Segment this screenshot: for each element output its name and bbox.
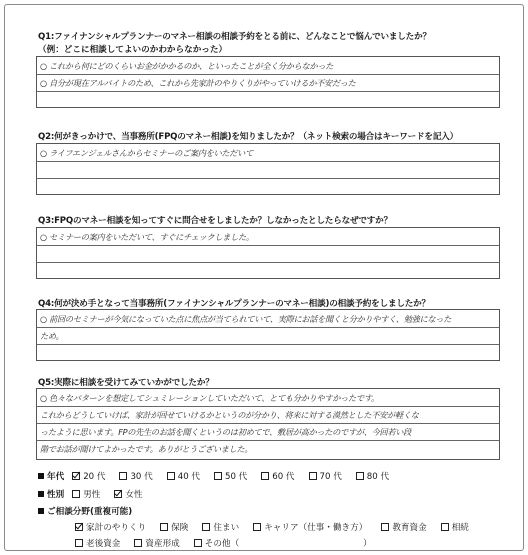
checkbox-icon[interactable] (160, 523, 168, 531)
checkbox-option[interactable] (160, 521, 188, 533)
q3-answer-box (36, 227, 500, 279)
checkbox-label: 30 代 (130, 472, 153, 482)
checkbox-icon[interactable] (167, 472, 175, 480)
checkbox-checked-icon[interactable] (75, 523, 83, 531)
checkbox-option[interactable] (134, 537, 179, 549)
checkbox-label: 男性 (83, 490, 101, 500)
checkbox-checked-icon[interactable] (72, 472, 80, 480)
checkbox-icon[interactable] (441, 523, 449, 531)
checkbox-icon[interactable] (253, 523, 261, 531)
q5-answer-line: ○ 色々なパターンを想定してシュミレーションしていただいて、とても分かりやすかったです。 (40, 393, 379, 403)
checkbox-label: その他（ (204, 539, 240, 549)
checkbox-option[interactable] (75, 521, 146, 533)
checkbox-option[interactable] (72, 470, 105, 482)
q1-title: Q1:ファイナンシャルプランナーのマネー相談の相談予約をとる前に、どんなことで悩んでいましたか？ (38, 32, 431, 42)
checkbox-label: 教育資金 (392, 523, 427, 533)
checkbox-icon[interactable] (309, 472, 317, 480)
checkbox-label: 60 代 (272, 472, 295, 482)
q4-answer-box (36, 309, 500, 361)
q2-answer-line: ○ ライフエンジェルさんからセミナーのご案内をいただいて (40, 148, 253, 158)
checkbox-icon[interactable] (214, 472, 222, 480)
checkbox-icon[interactable] (134, 539, 142, 547)
checkbox-option[interactable] (202, 521, 239, 533)
checkbox-option[interactable] (214, 470, 247, 482)
checkbox-icon[interactable] (75, 539, 83, 547)
checkbox-option[interactable] (194, 537, 239, 549)
checkbox-label: 女性 (125, 490, 143, 500)
q5-title: Q5:実際に相談を受けてみていかがでしたか？ (38, 378, 214, 388)
q1-example: （例：どこに相談してよいのかわからなかった） (38, 45, 228, 55)
checkbox-option[interactable] (75, 537, 120, 549)
checkbox-icon[interactable] (119, 472, 127, 480)
q2-title: Q2:何がきっかけで、当事務所(FPQのマネー相談)を知りましたか？（ネット検索の場合はキーワードを記入） (38, 132, 459, 142)
checkbox-option[interactable] (261, 470, 294, 482)
checkbox-icon[interactable] (381, 523, 389, 531)
q4-answer-line: ため。 (40, 331, 64, 341)
bullet-square-icon (38, 508, 44, 514)
other-close-paren: ） (363, 539, 372, 549)
age-row (38, 470, 389, 482)
checkbox-label: 70 代 (319, 472, 342, 482)
checkbox-label: 20 代 (83, 472, 106, 482)
q5-answer-line: ったように思います。FPの先生のお話を聞くというのは初めてで、敷居が高かったのですが、今回若い段 (40, 427, 412, 437)
checkbox-label: 老後資金 (86, 539, 121, 549)
checkbox-checked-icon[interactable] (114, 490, 122, 498)
checkbox-label: 50 代 (225, 472, 248, 482)
age-label: 年代 (47, 472, 65, 482)
checkbox-option[interactable] (356, 470, 389, 482)
q3-answer-line: ○ セミナーの案内をいただいて、すぐにチェックしました。 (40, 232, 254, 242)
checkbox-option[interactable] (253, 521, 367, 533)
checkbox-option[interactable] (441, 521, 469, 533)
field-options-row2 (75, 537, 372, 549)
checkbox-label: キャリア（仕事・働き方） (264, 523, 368, 533)
q4-answer-line: ○ 前回のセミナーが今気になっていた点に焦点が当てられていて、実際にお話を聞くと分かりやすく、勉強になった (40, 314, 452, 324)
checkbox-option[interactable] (309, 470, 342, 482)
q3-title: Q3:FPQのマネー相談を知ってすぐに問合せをしましたか？しなかったとしたらなぜですか？ (38, 216, 392, 226)
bullet-square-icon (38, 491, 44, 497)
q1-answer-line: ○ 自分が現在アルバイトのため、これから先家計のやりくりがやっていけるか不安だった (40, 78, 356, 88)
checkbox-icon[interactable] (194, 539, 202, 547)
q5-answer-box (36, 388, 500, 460)
q4-title: Q4:何が決め手となって当事務所(ファイナンシャルプランナーのマネー相談)の相談予約をしましたか？ (38, 299, 430, 309)
q2-answer-box (36, 143, 500, 195)
gender-options (72, 488, 142, 500)
gender-label: 性別 (47, 490, 65, 500)
q1-answer-box (36, 56, 500, 108)
field-row (38, 505, 132, 517)
checkbox-option[interactable] (119, 470, 152, 482)
q5-answer-line: これからどうしていけば、家計が回せていけるかというのが分かり、将来に対する漠然とした不安が軽くな (40, 410, 419, 420)
checkbox-label: 保険 (171, 523, 189, 533)
checkbox-label: 80 代 (366, 472, 390, 482)
checkbox-label: 住まい (213, 523, 240, 533)
checkbox-label: 相続 (451, 523, 469, 533)
checkbox-icon[interactable] (72, 490, 80, 498)
questionnaire-sheet (4, 4, 524, 551)
field-options (75, 521, 469, 533)
field-label: ご相談分野(重複可能) (47, 507, 133, 517)
checkbox-icon[interactable] (261, 472, 269, 480)
checkbox-icon[interactable] (356, 472, 364, 480)
checkbox-label: 資産形成 (145, 539, 180, 549)
checkbox-option[interactable] (114, 488, 142, 500)
bullet-square-icon (38, 473, 44, 479)
checkbox-label: 家計のやりくり (86, 523, 147, 533)
checkbox-label: 40 代 (177, 472, 200, 482)
gender-row (38, 488, 143, 500)
checkbox-option[interactable] (381, 521, 426, 533)
q1-answer-line: ○ これから何にどのくらいお金がかかるのか、といったことが全く分からなかった (40, 61, 334, 71)
field-options (75, 537, 239, 549)
age-options (72, 470, 389, 482)
checkbox-icon[interactable] (202, 523, 210, 531)
checkbox-option[interactable] (72, 488, 100, 500)
q5-answer-line: 階でお話が聞けてよかったです。ありがとうございました。 (40, 444, 253, 454)
checkbox-option[interactable] (167, 470, 200, 482)
field-options-row1 (75, 521, 469, 533)
